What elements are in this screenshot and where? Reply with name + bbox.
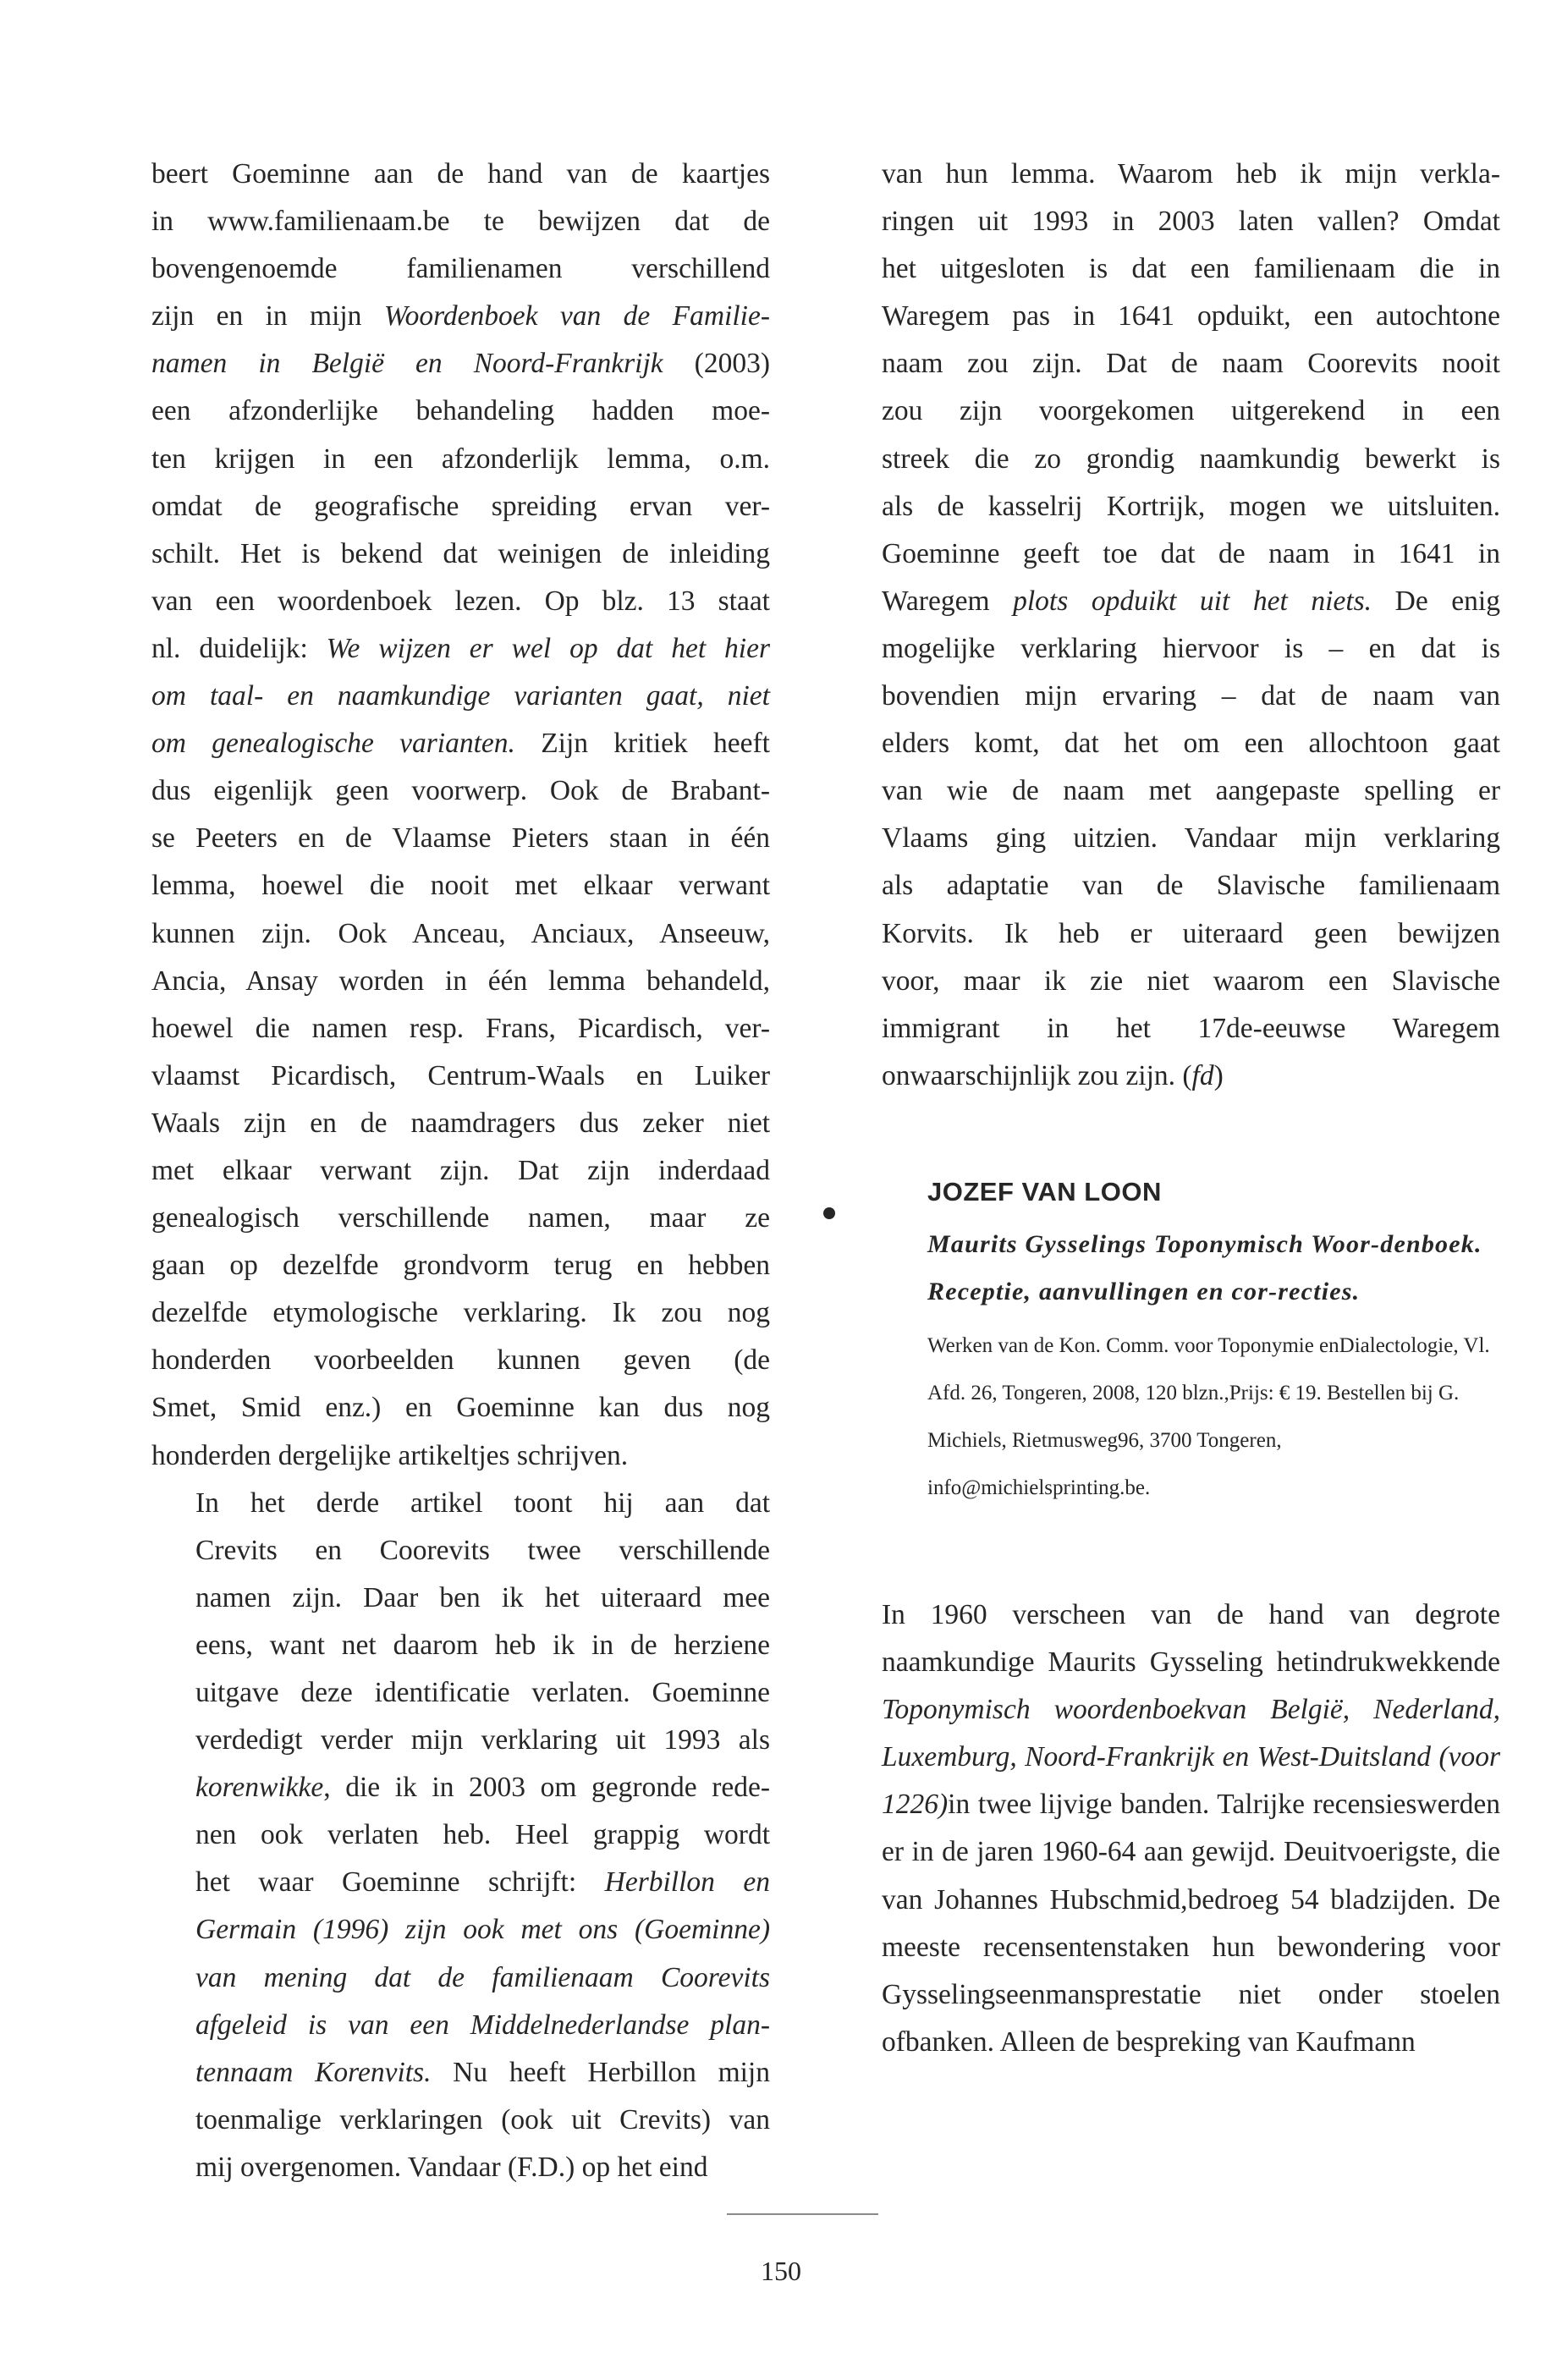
text-line: dezelfde etymologische verklaring. Ik zou nog (151, 1297, 770, 1329)
text-line: uitvoerigste, die van Johannes Hubschmid, (882, 1836, 1500, 1916)
text-line: recties. (1278, 1278, 1361, 1305)
text-line: gaan op dezelfde grondvorm terug en hebben (151, 1250, 770, 1282)
text-line: beert Goeminne aan de hand van de kaartjes (151, 158, 770, 190)
italic-text: Herbillon en (604, 1866, 770, 1899)
text-line: ten krijgen in een afzonderlijk lemma, o.m. (151, 442, 770, 475)
text-line: in twee lijvige banden. Talrijke recensies (948, 1789, 1417, 1821)
text-line: van een woordenboek lezen. Op blz. 13 staat (151, 585, 770, 617)
text-line (151, 1906, 770, 1954)
text-line: honderden voorbeelden kunnen geven (de (151, 1344, 770, 1377)
text-line: genealogisch verschillende namen, maar ze (151, 1202, 770, 1234)
text-line: indrukwekkende Toponymisch woordenboek (882, 1646, 1500, 1726)
text-line: se Peeters en de Vlaamse Pieters staan in één (151, 822, 770, 855)
text-line: hoewel die namen resp. Frans, Picardisch, ver- (151, 1012, 770, 1044)
text-line: streek die zo grondig naamkundig bewerkt is (882, 442, 1500, 475)
text-line: dus eigenlijk geen voorwerp. Ook de Brabant- (151, 775, 770, 807)
text-line: Prijs: € 19. Bestellen bij G. Michiels, Rietmusweg (927, 1382, 1460, 1452)
text-line: Dialectologie, Vl. Afd. 26, Tongeren, 2008, 120 blzn., (927, 1334, 1490, 1404)
text-line: eens, want net daarom heb ik in de herziene (195, 1629, 770, 1661)
text-line: In het derde artikel toont hij aan dat (195, 1487, 770, 1519)
text-line: Vlaams ging uitzien. Vandaar mijn verklaring (882, 822, 1500, 855)
text-line (151, 1954, 770, 2002)
text-line: ringen uit 1993 in 2003 laten vallen? Omdat (882, 206, 1500, 238)
text-line: het waar Goeminne schrijft: Herbillon en (195, 1866, 770, 1899)
text-line: werden er in de jaren 1960-64 aan gewijd. De (882, 1789, 1500, 1868)
text-line: Waregem pas in 1641 opduikt, een autochtone (882, 300, 1500, 333)
text-line: staken hun bewondering voor Gysselings (882, 1931, 1500, 2010)
text-line: van hun lemma. Waarom heb ik mijn verkla- (882, 158, 1500, 190)
review-paragraph-1 (882, 1591, 1500, 2066)
text-line: nen ook verlaten heb. Heel grappig wordt (195, 1819, 770, 1851)
book-review-header (882, 1172, 1500, 1512)
text-line: In 1960 verscheen van de hand van de (882, 1599, 1443, 1630)
italic-text: afgeleid is van een Middelnederlandse plan- (195, 2009, 770, 2041)
review-book-details (927, 1322, 1500, 1512)
text-line: verdedigt verder mijn verklaring uit 1993 als (195, 1724, 770, 1756)
left-paragraph-2 (151, 1480, 770, 2191)
text-line: lemma, hoewel die nooit met elkaar verwant (151, 870, 770, 902)
text-line: 96, 3700 Tongeren, info@michielsprinting.be. (927, 1429, 1282, 1499)
italic-text: Frankrijk en West-Duitsland (voor 1226) (882, 1741, 1501, 1821)
review-body (882, 1591, 1500, 2066)
italic-text: fd (1191, 1059, 1214, 1091)
italic-text: korenwikke (195, 1772, 324, 1804)
text-line: grote naamkundige Maurits Gysseling het (882, 1599, 1500, 1679)
italic-text: Woordenboek van de Familie- (383, 300, 770, 333)
text-line: als adaptatie van de Slavische familienaam (882, 870, 1500, 902)
text-line: zou zijn voorgekomen uitgerekend in een (882, 395, 1500, 427)
text-line: als de kasselrij Kortrijk, mogen we uitsluiten. (882, 490, 1500, 522)
text-line: Crevits en Coorevits twee verschillende (195, 1534, 770, 1566)
review-author: JOZEF VAN LOON (927, 1177, 1162, 1206)
text-line: denboek. Receptie, aanvullingen en cor- (927, 1230, 1482, 1305)
text-line: voor, maar ik zie niet waarom een Slavische (882, 965, 1500, 997)
text-line: Ancia, Ansay worden in één lemma behandeld, (151, 965, 770, 997)
text-line: Maurits Gysselings Toponymisch Woor- (927, 1230, 1381, 1258)
text-line: Waregem plots opduikt uit het niets. De enig (882, 585, 1500, 617)
text-line: Goeminne geeft toe dat de naam in 1641 in (882, 537, 1500, 569)
left-paragraph-1 (151, 151, 770, 1480)
text-line: nl. duidelijk: We wijzen er wel op dat het hier (151, 632, 771, 664)
text-line: elders komt, dat het om een allochtoon gaat (882, 728, 1500, 760)
text-line: namen zijn. Daar ben ik het uiteraard mee (195, 1581, 770, 1613)
text-line: een afzonderlijke behandeling hadden moe- (151, 395, 770, 427)
italic-text: tennaam Korenvits. (195, 2056, 432, 2088)
italic-text: plots opduikt uit het niets. (1013, 585, 1372, 617)
text-line: bovendien mijn ervaring – dat de naam van (882, 680, 1500, 712)
italic-text: van mening dat de familienaam Coorevits (195, 1961, 770, 1993)
text-line: onwaarschijnlijk zou zijn. (fd) (882, 1059, 1224, 1091)
text-line: immigrant in het 17de-eeuwse Waregem (882, 1012, 1500, 1044)
right-paragraph-1 (882, 151, 1500, 1100)
italic-text: om genealogische varianten. (151, 728, 515, 760)
text-line: Werken van de Kon. Comm. voor Toponymie en (927, 1334, 1339, 1357)
text-line (151, 673, 770, 720)
text-line: korenwikke, die ik in 2003 om gegronde rede- (195, 1772, 770, 1804)
text-line: schilt. Het is bekend dat weinigen de inleiding (151, 537, 770, 569)
page-number: 150 (761, 2256, 801, 2286)
text-line: omdat de geografische spreiding ervan ver- (151, 490, 770, 522)
text-line: bedroeg 54 bladzijden. De meeste recensenten (882, 1883, 1500, 1963)
text-line: tennaam Korenvits. Nu heeft Herbillon mijn (195, 2056, 770, 2088)
text-line: in www.familienaam.be te bewijzen dat de (151, 206, 770, 238)
text-line: mij overgenomen. Vandaar (F.D.) op het eind (195, 2151, 708, 2183)
text-line: mogelijke verklaring hiervoor is – en dat is (882, 632, 1500, 664)
text-line: banken. Alleen de bespreking van Kaufmann (905, 2025, 1416, 2058)
italic-text: van België, Nederland, Luxemburg, Noord- (882, 1694, 1500, 1773)
review-book-title (927, 1221, 1500, 1316)
text-line: Waals zijn en de naamdragers dus zeker niet (151, 1107, 770, 1139)
italic-text: Germain (1996) zijn ook met ons (Goeminne) (195, 1914, 770, 1946)
review-bullet-icon (823, 1207, 835, 1219)
left-column (151, 151, 770, 2191)
right-column (882, 151, 1500, 1100)
text-line: Korvits. Ik heb er uiteraard geen bewijzen (882, 917, 1500, 949)
text-line: eenmansprestatie niet onder stoelen of (882, 1978, 1500, 2058)
text-line: van wie de naam met aangepaste spelling er (882, 775, 1500, 807)
text-line: zijn en in mijn Woordenboek van de Familie- (151, 300, 770, 333)
italic-text: om taal- en naamkundige varianten gaat, niet (151, 680, 770, 712)
text-line: namen in België en Noord-Frankrijk (2003) (151, 348, 770, 380)
italic-text: We wijzen er wel op dat het hier (326, 632, 771, 664)
italic-text: namen in België en Noord-Frankrijk (151, 348, 663, 380)
footer-rule (727, 2213, 878, 2215)
text-line: om genealogische varianten. Zijn kritiek heeft (151, 728, 770, 760)
italic-text: Toponymisch woordenboek (882, 1694, 1206, 1726)
text-line: met elkaar verwant zijn. Dat zijn inderdaad (151, 1154, 770, 1186)
text-line: naam zou zijn. Dat de naam Coorevits nooit (882, 348, 1500, 380)
text-line: toenmalige verklaringen (ook uit Crevits) van (195, 2103, 770, 2135)
text-line (151, 2002, 770, 2049)
text-line: vlaamst Picardisch, Centrum-Waals en Luiker (151, 1059, 770, 1091)
text-line: bovengenoemde familienamen verschillend (151, 253, 770, 285)
text-line: Smet, Smid enz.) en Goeminne kan dus nog (151, 1392, 770, 1424)
text-line: honderden dergelijke artikeltjes schrijven. (151, 1439, 629, 1471)
text-line: het uitgesloten is dat een familienaam die in (882, 253, 1500, 285)
text-line: uitgave deze identificatie verlaten. Goeminne (195, 1677, 770, 1708)
text-line: kunnen zijn. Ook Anceau, Anciaux, Anseeuw, (151, 917, 770, 949)
